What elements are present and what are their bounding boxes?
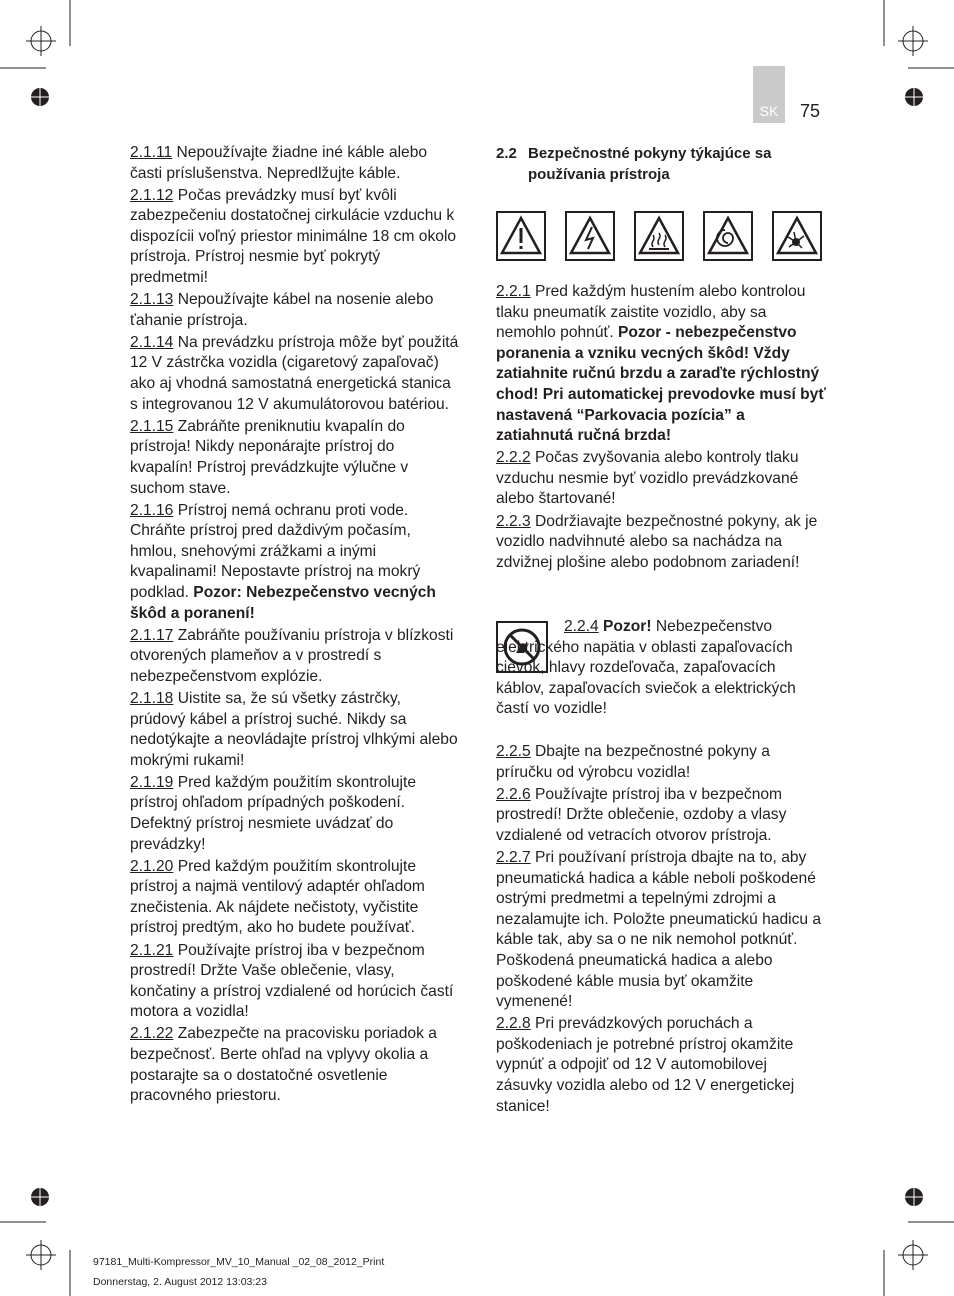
list-item: 2.1.16 Prístroj nemá ochranu proti vode. Chráňte prístroj pred daždivým počasím, hmlou, snehovými zrážkami a inými kvapalinami! Nepostavte prístroj na mokrý podklad. Pozor: Nebezpečenstvo vecných škôd a poranení! [130, 501, 436, 622]
register-dot-left-top [29, 86, 51, 108]
registration-mark-bottom-right [898, 1240, 928, 1270]
hot-surface-icon [634, 211, 684, 261]
list-item: 2.1.19 Pred každým použitím skontrolujte prístroj ohľadom prípadných poškodení. Defektný prístroj nesmiete uvádzať do prevádzky! [130, 773, 417, 853]
list-item: 2.1.11 Nepoužívajte žiadne iné káble alebo časti príslušenstva. Nepredlžujte káble. [130, 144, 428, 182]
section-heading [496, 144, 826, 185]
section-title: Bezpečnostné pokyny týkajúce sa používania prístroja [528, 145, 772, 183]
page-number: 75 [800, 101, 821, 121]
right-column-bottom [496, 742, 826, 1119]
footer-filename: 97181_Multi-Kompressor_MV_10_Manual _02_08_2012_Print [93, 1256, 385, 1268]
footer-timestamp: Donnerstag, 2. August 2012 13:03:23 [93, 1276, 267, 1288]
language-tab [753, 66, 785, 123]
left-column [130, 143, 460, 1108]
list-item: 2.1.17 Zabráňte používaniu prístroja v blízkosti otvorených plameňov a v prostredí s nebezpečenstvom explózie. [130, 626, 454, 685]
general-warning-icon [496, 211, 546, 261]
list-item: 2.2.7 Pri používaní prístroja dbajte na to, aby pneumatická hadica a káble neboli poškodené ostrými predmetmi a tepelnými zdrojmi a nezalamujte ich. Položte pneumatickú hadicu a káble tak, aby sa o ne nik nemohol potknúť. Poškodená pneumatická hadica a alebo poškodené káble musia byť okamžite vymenené! [496, 848, 822, 1011]
list-item: 2.2.2 Počas zvyšovania alebo kontroly tlaku vzduchu nesmie byť vozidlo prevádzkované alebo štartované! [496, 449, 799, 508]
list-item: 2.2.6 Používajte prístroj iba v bezpečnom prostredí! Držte oblečenie, ozdoby a vlasy vzdialené od vetracích otvorov prístroja. [496, 785, 787, 844]
list-item: 2.1.21 Používajte prístroj iba v bezpečnom prostredí! Držte Vaše oblečenie, vlasy, končatiny a prístroj vzdialené od horúcich častí motora a vozidla! [130, 941, 454, 1021]
list-item: 2.1.18 Uistite sa, že sú všetky zástrčky, prúdový kábel a prístroj suché. Nikdy sa nedotýkajte a neovládajte prístroj vlhkými alebo mokrými rukami! [130, 689, 458, 769]
list-item: 2.1.14 Na prevádzku prístroja môže byť použitá 12 V zástrčka vozidla (cigaretový zapaľovač) ako aj vhodná samostatná energetická stanica s integrovanou 12 V akumulátorovou batériou. [130, 333, 459, 413]
register-dot-right-top [903, 86, 925, 108]
registration-mark-top-right [898, 26, 928, 56]
electric-hazard-icon [565, 211, 615, 261]
right-column-top [496, 282, 826, 575]
list-item: 2.2.3 Dodržiavajte bezpečnostné pokyny, ak je vozidlo nadvihnuté alebo sa nachádza na zdvižnej plošine alebo podobnom zariadení! [496, 512, 818, 571]
list-item: 2.1.15 Zabráňte preniknutiu kvapalín do prístroja! Nikdy neponárajte prístroj do kvapalín! Prístroj prevádzkujte výlučne v suchom stave. [130, 417, 409, 497]
list-item: 2.1.12 Počas prevádzky musí byť kvôli zabezpečeniu dostatočnej cirkulácie vzduchu k dispozícii voľný priestor minimálne 18 cm okolo prístroja. Prístroj nesmie byť pokrytý predmetmi! [130, 186, 457, 287]
item-2-2-4: 2.2.4 Pozor! Nebezpečenstvo elektrického napätia v oblasti zapaľovacích cievok, hlavy rozdeľovača, zapaľovacích káblov, zapaľovacích sviečok a elektrických častí vo vozidle! [496, 618, 796, 718]
register-dot-right-bottom [903, 1186, 925, 1208]
registration-mark-bottom-left [26, 1240, 56, 1270]
section-number: 2.2 [496, 145, 517, 162]
explosion-hazard-icon [772, 211, 822, 261]
rotating-parts-icon [703, 211, 753, 261]
registration-mark-top-left [26, 26, 56, 56]
register-dot-left-bottom [29, 1186, 51, 1208]
list-item: 2.1.13 Nepoužívajte kábel na nosenie alebo ťahanie prístroja. [130, 291, 434, 329]
list-item: 2.2.1 Pred každým hustením alebo kontrolou tlaku pneumatík zaistite vozidlo, aby sa nemohlo pohnúť. Pozor - nebezpečenstvo poranenia a vzniku vecných škôd! Vždy zatiahnite ručnú brzdu a zaraďte rýchlostný chod! Pri automatickej prevodovke musí byť nastavená “Parkovacia pozícia” a zatiahnutá ručná brzda! [496, 283, 826, 445]
list-item: 2.1.20 Pred každým použitím skontrolujte prístroj a najmä ventilový adaptér ohľadom znečistenia. Ak nájdete nečistoty, vyčistite prístroj predtým, ako ho budete používať. [130, 857, 425, 937]
list-item: 2.2.5 Dbajte na bezpečnostné pokyny a príručku od výrobcu vozidla! [496, 743, 770, 781]
list-item: 2.2.8 Pri prevádzkových poruchách a poškodeniach je potrebné prístroj okamžite vypnúť a odpojiť od 12 V automobilovej zásuvky vozidla alebo od 12 V energetickej stanice! [496, 1015, 795, 1115]
list-item: 2.1.22 Zabezpečte na pracovisku poriadok a bezpečnosť. Berte ohľad na vplyvy okolia a postarajte sa o dostatočné osvetlenie pracovného priestoru. [130, 1025, 437, 1105]
language-code: SK [759, 103, 779, 119]
